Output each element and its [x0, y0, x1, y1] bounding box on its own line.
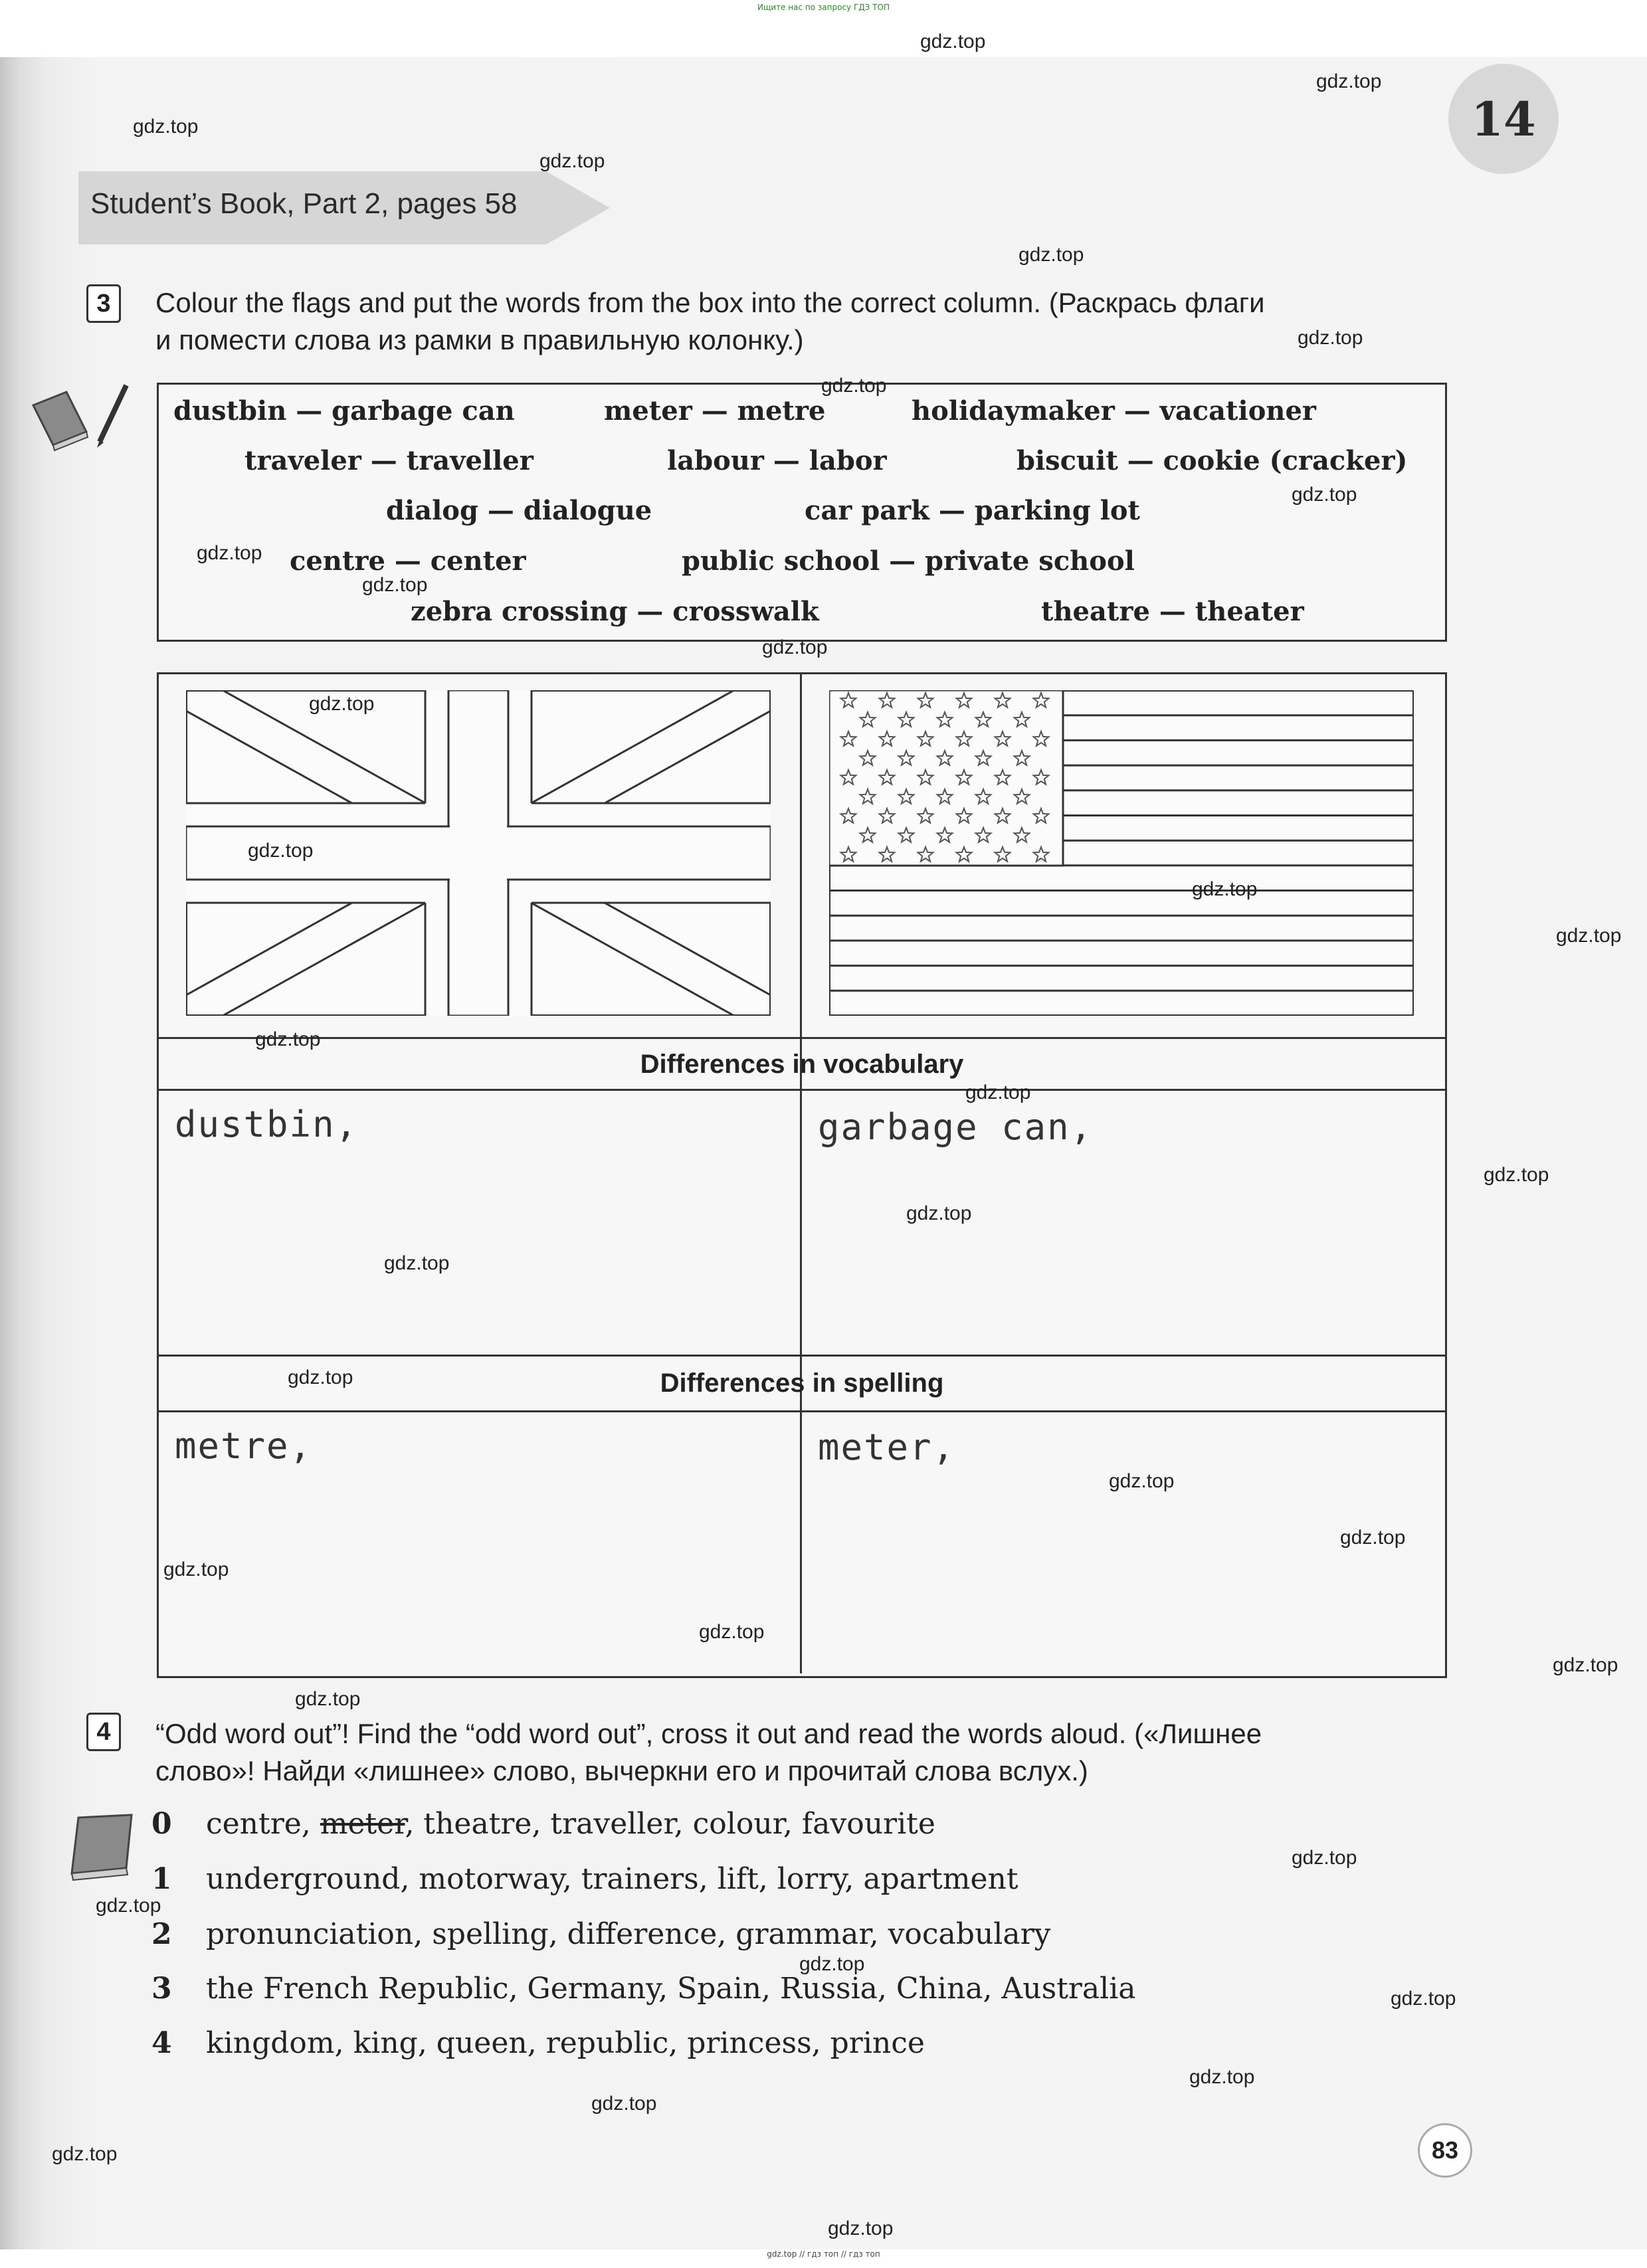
watermark: gdz.top — [1292, 484, 1357, 506]
watermark: gdz.top — [539, 150, 605, 172]
crossed-out-word: meter — [320, 1807, 405, 1841]
watermark: gdz.top — [133, 116, 199, 138]
exercise-4-number: 4 — [86, 1713, 121, 1751]
exercise-3-instruction-line-2: и помести слова из рамки в правильную колонку.) — [155, 324, 804, 355]
watermark: gdz.top — [52, 2143, 118, 2165]
watermark: gdz.top — [1556, 925, 1622, 947]
watermark: gdz.top — [309, 693, 375, 715]
watermark: gdz.top — [828, 2218, 894, 2239]
watermark: gdz.top — [384, 1252, 450, 1274]
answer-table — [157, 672, 1447, 1678]
word-pair: traveler — traveller — [244, 445, 533, 476]
word-pair: meter — metre — [604, 395, 826, 426]
watermark: gdz.top — [1484, 1164, 1549, 1186]
watermark: gdz.top — [699, 1621, 765, 1643]
watermark: gdz.top — [1189, 2066, 1255, 2088]
word-pair: centre — center — [290, 545, 526, 577]
watermark: gdz.top — [821, 375, 887, 397]
watermark: gdz.top — [362, 574, 428, 596]
exercise-3-instruction-line-1: Colour the flags and put the words from the box into the correct column. (Раскрась флаги — [155, 287, 1265, 318]
watermark: gdz.top — [1340, 1527, 1406, 1549]
watermark: gdz.top — [799, 1953, 865, 1975]
page-number: 83 — [1418, 2123, 1472, 2178]
watermark: gdz.top — [295, 1688, 361, 1710]
word-pair: theatre — theater — [1041, 596, 1304, 627]
word-pair: zebra crossing — crosswalk — [411, 596, 819, 627]
watermark: gdz.top — [1018, 244, 1084, 266]
odd-word-item-3[interactable]: 3 the French Republic, Germany, Spain, Russia, China, Australia — [151, 1972, 1136, 2006]
bottom-note: gdz.top // гдз топ // гдз топ — [767, 2249, 880, 2259]
watermark: gdz.top — [1316, 70, 1382, 92]
book-icon — [65, 1812, 138, 1881]
spelling-american-answer[interactable]: meter, — [818, 1426, 956, 1468]
watermark: gdz.top — [288, 1367, 353, 1388]
vocabulary-header: Differences in vocabulary — [640, 1050, 964, 1079]
watermark: gdz.top — [1391, 1988, 1456, 2010]
spelling-header: Differences in spelling — [660, 1369, 944, 1398]
page-badge: 14 — [1448, 64, 1559, 174]
watermark: gdz.top — [96, 1895, 161, 1917]
vocabulary-british-answer[interactable]: dustbin, — [175, 1103, 359, 1145]
vocabulary-american-answer[interactable]: garbage can, — [818, 1106, 1094, 1148]
watermark: gdz.top — [920, 31, 986, 52]
odd-word-item-0[interactable]: 0 centre, meter, theatre, traveller, colour, favourite — [151, 1807, 935, 1841]
watermark: gdz.top — [248, 840, 314, 862]
watermark: gdz.top — [197, 542, 262, 564]
watermark: gdz.top — [1553, 1654, 1618, 1676]
exercise-4-instruction-line-1: “Odd word out”! Find the “odd word out”, cross it out and read the words aloud. («Лишнее — [155, 1718, 1262, 1749]
top-note: Ищите нас по запросу ГДЗ ТОП — [757, 3, 890, 12]
pencil-book-icon — [27, 379, 133, 458]
odd-word-item-4[interactable]: 4 kingdom, king, queen, republic, princess, prince — [151, 2026, 925, 2060]
watermark: gdz.top — [1298, 327, 1363, 349]
word-box — [157, 383, 1447, 642]
watermark: gdz.top — [591, 2093, 657, 2115]
watermark: gdz.top — [1109, 1470, 1175, 1492]
watermark: gdz.top — [965, 1082, 1031, 1103]
watermark: gdz.top — [163, 1559, 229, 1580]
source-ribbon-label: Student’s Book, Part 2, pages 58 — [90, 187, 518, 220]
watermark: gdz.top — [1192, 878, 1258, 900]
spelling-british-answer[interactable]: metre, — [175, 1425, 313, 1467]
watermark: gdz.top — [906, 1202, 972, 1224]
word-pair: public school — private school — [682, 545, 1135, 577]
word-pair: car park — parking lot — [805, 495, 1140, 526]
word-pair: dustbin — garbage can — [173, 395, 515, 426]
word-pair: dialog — dialogue — [386, 495, 652, 526]
watermark: gdz.top — [762, 636, 828, 658]
odd-word-item-2[interactable]: 2 pronunciation, spelling, difference, grammar, vocabulary — [151, 1917, 1051, 1951]
word-pair: labour — labor — [667, 445, 887, 476]
watermark: gdz.top — [1292, 1847, 1357, 1869]
odd-word-item-1[interactable]: 1 underground, motorway, trainers, lift, lorry, apartment — [151, 1862, 1018, 1896]
us-flag[interactable] — [829, 690, 1414, 1016]
exercise-4-instruction-line-2: слово»! Найди «лишнее» слово, вычеркни его и прочитай слова вслух.) — [155, 1755, 1088, 1786]
exercise-3-number: 3 — [86, 284, 121, 323]
word-pair: biscuit — cookie (cracker) — [1017, 445, 1408, 476]
watermark: gdz.top — [255, 1028, 321, 1050]
word-pair: holidaymaker — vacationer — [912, 395, 1317, 426]
